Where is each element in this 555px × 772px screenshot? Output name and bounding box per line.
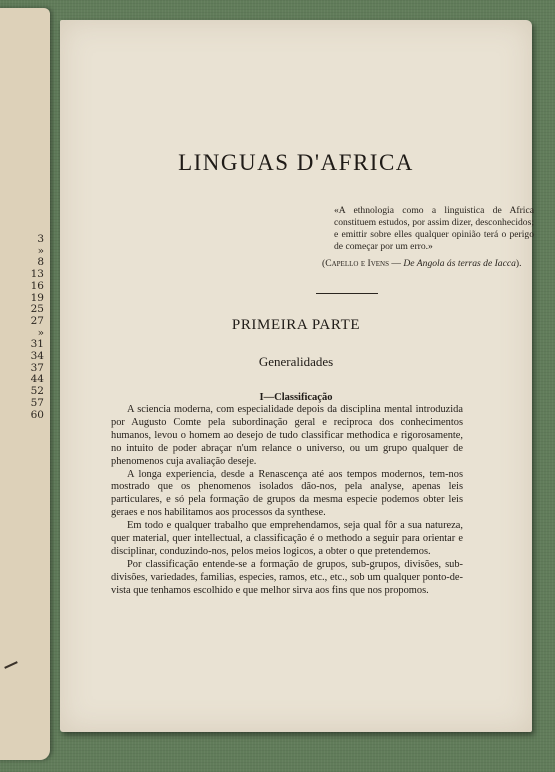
subsection-heading: I—Classificação [259, 392, 333, 403]
citation-open: ( [322, 258, 326, 269]
page-number: 25 [30, 303, 44, 316]
citation-work: De Angola ás terras de Iacca [403, 258, 516, 269]
page-number-column [31, 234, 44, 421]
citation-close: ). [515, 258, 522, 269]
page-number: 60 [30, 408, 44, 421]
page-number: » [37, 244, 44, 257]
document-page [60, 20, 532, 732]
epigraph-quote: «A ethnologia como a linguistica de Africa constituem estudos, por assim dizer, desconhecidos; e emittir sobre elles qualquer opinião terá o perigo de começar por um erro.» [334, 205, 534, 252]
left-page-edge [0, 8, 50, 760]
page-number: 44 [30, 373, 44, 386]
page-number: 16 [30, 279, 44, 292]
page-number: 57 [30, 396, 44, 409]
citation-author: Capello e Ivens [325, 258, 389, 269]
paragraph: A sciencia moderna, com especialidade depois da disciplina mental introduzida por Augusto Comte pela subordinação geral e reciproca dos conhecimentos humanos, levou o homem ao desejo de tudo classificar methodica e rigorosamente, no intuito de poder abraçar n'um relance o universo, ou um grupo qualquer de phenomenos cuja avaliação deseje. [111, 404, 463, 467]
section-heading: Generalidades [258, 354, 334, 369]
epigraph-citation [322, 258, 538, 269]
paragraph: Por classificação entende-se a formação de grupos, sub-grupos, divisões, sub-divisões, variedades, familias, especies, ramos, etc., etc., sob um qualquer ponto-de-vista que tenhamos escolhido e que melhor sirva aos fins que nos propomos. [111, 558, 463, 596]
divider-rule [316, 293, 378, 294]
paragraph: Em todo e qualquer trabalho que emprehendamos, seja qual fôr a sua natureza, quer material, quer intellectual, a classificação é o methodo a seguir para orientar e disciplinar, conduzindo-nos, pelos meios logicos, a obter o que pretendemos. [111, 520, 463, 557]
page-number: 52 [30, 385, 44, 398]
page-number: 27 [30, 314, 44, 327]
page-number: 3 [37, 233, 44, 245]
page-number: 19 [30, 291, 44, 304]
paragraph: A longa experiencia, desde a Renascença até aos tempos modernos, tem-nos mostrado que os phenomenos isolados dão-nos, pela analyse, apenas leis particulares, e só pela formação de grupos da mesma especie podemos obter leis geraes e nos habilitamos aos processos da synthese. [111, 468, 463, 519]
page-number: 37 [30, 361, 44, 374]
body-text [111, 404, 463, 598]
page-number: 8 [37, 256, 44, 269]
part-heading: PRIMEIRA PARTE [231, 317, 361, 333]
pencil-mark [4, 661, 18, 669]
page-number: 13 [30, 268, 44, 281]
document-title: LINGUAS D'AFRICA [178, 150, 414, 175]
page-number: 34 [30, 350, 44, 363]
page-number: » [37, 326, 44, 339]
citation-dash: — [388, 258, 404, 269]
page-number: 31 [30, 338, 44, 351]
